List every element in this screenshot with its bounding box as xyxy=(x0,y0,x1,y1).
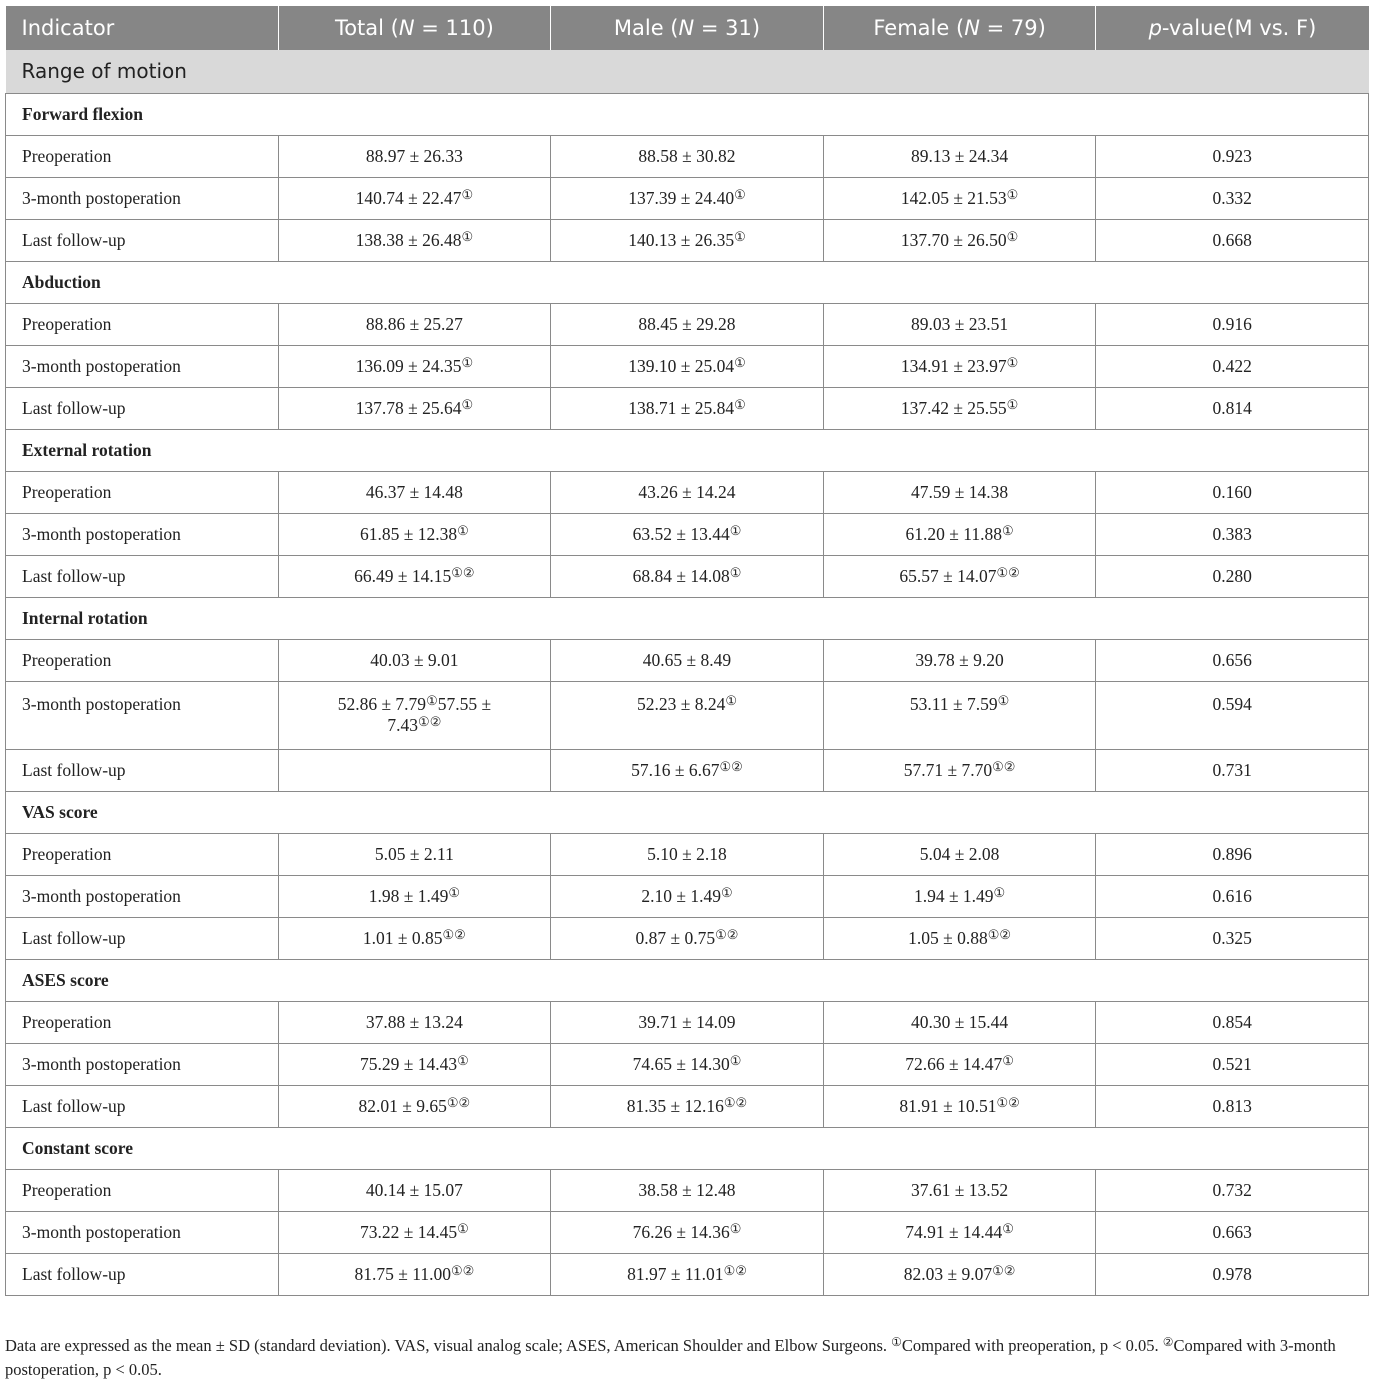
cell-male xyxy=(551,681,824,749)
group-header-row xyxy=(6,791,1369,833)
cell-p-value: 0.616 xyxy=(1096,875,1369,917)
significance-mark: ① xyxy=(729,564,742,580)
cell-value: 57.71 ± 7.70 xyxy=(903,759,993,780)
section-row xyxy=(6,50,1369,93)
row-label: 3-month postoperation xyxy=(6,1211,279,1253)
table-row xyxy=(6,135,1369,177)
cell-p-value: 0.923 xyxy=(1096,135,1369,177)
row-label: Preoperation xyxy=(6,135,279,177)
significance-mark: ① xyxy=(734,228,746,244)
cell-value: 81.91 ± 10.51 xyxy=(899,1095,997,1116)
cell-female xyxy=(823,1253,1096,1295)
row-label: Preoperation xyxy=(6,303,279,345)
cell-p-value: 0.422 xyxy=(1096,345,1369,387)
table-row xyxy=(6,513,1369,555)
cell-male xyxy=(551,345,824,387)
cell-value: 52.86 ± 7.79 xyxy=(337,693,427,714)
cell-female xyxy=(823,303,1096,345)
cell-total xyxy=(278,177,551,219)
significance-mark: ① xyxy=(461,396,474,412)
cell-male xyxy=(551,639,824,681)
table-row xyxy=(6,639,1369,681)
cell-value: 1.05 ± 0.88 xyxy=(908,927,988,948)
cell-male xyxy=(551,1085,824,1127)
group-title: ASES score xyxy=(6,959,1369,1001)
significance-mark: ① xyxy=(457,522,469,538)
row-label: Last follow-up xyxy=(6,1253,279,1295)
significance-mark: ①② xyxy=(446,1094,471,1110)
cell-female xyxy=(823,513,1096,555)
significance-mark: ① xyxy=(1002,1220,1014,1236)
cell-p-value: 0.160 xyxy=(1096,471,1369,513)
table-row xyxy=(6,471,1369,513)
significance-mark: ①② xyxy=(723,1262,747,1278)
cell-value: 63.52 ± 13.44 xyxy=(632,523,730,544)
cell-total xyxy=(278,1085,551,1127)
cell-female xyxy=(823,1001,1096,1043)
cell-value: 89.13 ± 24.34 xyxy=(911,145,1009,166)
table-row xyxy=(6,303,1369,345)
row-label: Last follow-up xyxy=(6,555,279,597)
cell-p-value: 0.383 xyxy=(1096,513,1369,555)
significance-mark: ① xyxy=(1006,186,1019,202)
row-label: Last follow-up xyxy=(6,219,279,261)
cell-p-value: 0.916 xyxy=(1096,303,1369,345)
cell-total xyxy=(278,1043,551,1085)
cell-value: 5.10 ± 2.18 xyxy=(647,843,727,864)
significance-mark: ①② xyxy=(992,758,1016,774)
cell-value: 43.26 ± 14.24 xyxy=(638,481,736,502)
significance-mark: ①② xyxy=(719,758,743,774)
significance-mark: ①② xyxy=(451,564,475,580)
cell-total xyxy=(278,681,551,749)
cell-value: 88.58 ± 30.82 xyxy=(638,145,736,166)
cell-value: 0.87 ± 0.75 xyxy=(635,927,716,948)
header-p-value: p-value(M vs. F) xyxy=(1096,6,1369,50)
significance-mark: ① xyxy=(729,522,742,538)
cell-p-value: 0.814 xyxy=(1096,387,1369,429)
significance-mark: ① xyxy=(1002,1052,1014,1068)
results-table-container xyxy=(5,6,1369,1296)
cell-value: 1.94 ± 1.49 xyxy=(913,885,994,906)
cell-total xyxy=(278,1001,551,1043)
cell-value: 1.01 ± 0.85 xyxy=(362,927,443,948)
cell-female xyxy=(823,471,1096,513)
table-row xyxy=(6,1085,1369,1127)
cell-value: 137.78 ± 25.64 xyxy=(355,397,462,418)
header-total: Total (N = 110) xyxy=(278,6,551,50)
cell-female xyxy=(823,875,1096,917)
cell-total xyxy=(278,639,551,681)
cell-total xyxy=(278,555,551,597)
cell-total xyxy=(278,345,551,387)
cell-female xyxy=(823,387,1096,429)
cell-total xyxy=(278,387,551,429)
cell-p-value: 0.896 xyxy=(1096,833,1369,875)
cell-value-overflow-line2: 7.43 xyxy=(387,714,419,735)
cell-value: 142.05 ± 21.53 xyxy=(900,187,1007,208)
row-label: 3-month postoperation xyxy=(6,177,279,219)
cell-value: 47.59 ± 14.38 xyxy=(911,481,1009,502)
cell-value: 53.11 ± 7.59 xyxy=(909,693,998,714)
row-label: Preoperation xyxy=(6,639,279,681)
significance-mark: ①② xyxy=(987,926,1012,942)
row-label: Last follow-up xyxy=(6,917,279,959)
significance-mark: ① xyxy=(1006,228,1019,244)
cell-value: 40.03 ± 9.01 xyxy=(370,649,459,670)
cell-value: 82.03 ± 9.07 xyxy=(903,1263,993,1284)
cell-male xyxy=(551,513,824,555)
cell-value: 76.26 ± 14.36 xyxy=(632,1221,730,1242)
cell-value: 138.38 ± 26.48 xyxy=(355,229,462,250)
significance-mark: ①② xyxy=(418,713,442,729)
cell-total xyxy=(278,219,551,261)
significance-mark: ① xyxy=(461,228,474,244)
cell-value: 82.01 ± 9.65 xyxy=(358,1095,447,1116)
cell-value: 81.75 ± 11.00 xyxy=(354,1263,451,1284)
cell-male xyxy=(551,387,824,429)
significance-mark: ① xyxy=(734,396,746,412)
cell-male xyxy=(551,833,824,875)
cell-total xyxy=(278,1211,551,1253)
group-title: Constant score xyxy=(6,1127,1369,1169)
header-female: Female (N = 79) xyxy=(823,6,1096,50)
significance-mark: ① xyxy=(457,1052,469,1068)
cell-value: 5.04 ± 2.08 xyxy=(919,843,1000,864)
cell-female xyxy=(823,177,1096,219)
cell-value: 40.65 ± 8.49 xyxy=(642,649,732,670)
significance-mark: ① xyxy=(461,186,474,202)
group-header-row xyxy=(6,1127,1369,1169)
results-table xyxy=(5,6,1369,1296)
cell-male xyxy=(551,1001,824,1043)
significance-mark: ① xyxy=(729,1220,742,1236)
table-row xyxy=(6,917,1369,959)
cell-male xyxy=(551,1169,824,1211)
row-label: Preoperation xyxy=(6,1169,279,1211)
cell-total xyxy=(278,471,551,513)
cell-p-value: 0.280 xyxy=(1096,555,1369,597)
cell-value: 140.74 ± 22.47 xyxy=(355,187,462,208)
significance-mark: ① xyxy=(461,354,474,370)
cell-p-value: 0.325 xyxy=(1096,917,1369,959)
significance-mark: ①② xyxy=(996,564,1020,580)
cell-total xyxy=(278,135,551,177)
significance-mark: ① xyxy=(997,692,1010,708)
cell-male xyxy=(551,875,824,917)
table-row xyxy=(6,1169,1369,1211)
cell-value: 66.49 ± 14.15 xyxy=(354,565,452,586)
cell-value: 88.45 ± 29.28 xyxy=(638,313,736,334)
cell-male xyxy=(551,1253,824,1295)
row-label: Last follow-up xyxy=(6,749,279,791)
significance-mark: ① xyxy=(1001,522,1014,538)
significance-mark: ① xyxy=(1006,396,1019,412)
cell-male xyxy=(551,177,824,219)
significance-mark: ①② xyxy=(715,926,739,942)
significance-mark: ①② xyxy=(450,1262,475,1278)
cell-p-value: 0.731 xyxy=(1096,749,1369,791)
cell-value: 72.66 ± 14.47 xyxy=(905,1053,1003,1074)
significance-mark: ① xyxy=(725,692,737,708)
cell-female xyxy=(823,555,1096,597)
cell-p-value: 0.521 xyxy=(1096,1043,1369,1085)
table-row xyxy=(6,833,1369,875)
cell-value: 74.65 ± 14.30 xyxy=(632,1053,730,1074)
header-male: Male (N = 31) xyxy=(551,6,824,50)
cell-p-value: 0.332 xyxy=(1096,177,1369,219)
table-row xyxy=(6,387,1369,429)
significance-mark: ① xyxy=(426,692,438,708)
cell-p-value: 0.978 xyxy=(1096,1253,1369,1295)
cell-value: 52.23 ± 8.24 xyxy=(636,693,726,714)
cell-female xyxy=(823,1211,1096,1253)
row-label: 3-month postoperation xyxy=(6,513,279,555)
cell-p-value: 0.668 xyxy=(1096,219,1369,261)
cell-female xyxy=(823,917,1096,959)
cell-male xyxy=(551,1211,824,1253)
significance-mark: ① xyxy=(729,1052,742,1068)
cell-value: 81.97 ± 11.01 xyxy=(627,1263,724,1284)
row-label: 3-month postoperation xyxy=(6,1043,279,1085)
table-row xyxy=(6,681,1369,749)
row-label: Preoperation xyxy=(6,471,279,513)
cell-value: 139.10 ± 25.04 xyxy=(628,355,735,376)
cell-value: 138.71 ± 25.84 xyxy=(628,397,735,418)
cell-total xyxy=(278,1169,551,1211)
table-row xyxy=(6,1211,1369,1253)
cell-female xyxy=(823,1043,1096,1085)
cell-value: 88.86 ± 25.27 xyxy=(365,313,463,334)
cell-female xyxy=(823,345,1096,387)
significance-mark: ①② xyxy=(442,926,466,942)
cell-value: 68.84 ± 14.08 xyxy=(632,565,730,586)
cell-value-overflow: 57.55 ± xyxy=(437,693,492,714)
cell-female xyxy=(823,639,1096,681)
table-row xyxy=(6,1043,1369,1085)
row-label: Preoperation xyxy=(6,1001,279,1043)
table-row xyxy=(6,1253,1369,1295)
group-title: Abduction xyxy=(6,261,1369,303)
cell-total xyxy=(278,1253,551,1295)
cell-female xyxy=(823,1169,1096,1211)
cell-male xyxy=(551,471,824,513)
cell-male xyxy=(551,1043,824,1085)
cell-value: 1.98 ± 1.49 xyxy=(368,885,449,906)
cell-p-value: 0.732 xyxy=(1096,1169,1369,1211)
cell-female xyxy=(823,681,1096,749)
cell-value: 137.39 ± 24.40 xyxy=(628,187,735,208)
cell-p-value: 0.663 xyxy=(1096,1211,1369,1253)
table-row xyxy=(6,1001,1369,1043)
cell-female xyxy=(823,749,1096,791)
cell-value: 89.03 ± 23.51 xyxy=(911,313,1009,334)
significance-mark: ① xyxy=(993,884,1006,900)
group-title: Internal rotation xyxy=(6,597,1369,639)
table-row xyxy=(6,749,1369,791)
cell-p-value: 0.656 xyxy=(1096,639,1369,681)
cell-male xyxy=(551,749,824,791)
cell-value: 37.61 ± 13.52 xyxy=(911,1179,1009,1200)
group-header-row xyxy=(6,597,1369,639)
cell-total xyxy=(278,875,551,917)
cell-female xyxy=(823,833,1096,875)
table-row xyxy=(6,875,1369,917)
cell-value: 81.35 ± 12.16 xyxy=(626,1095,724,1116)
cell-value: 65.57 ± 14.07 xyxy=(899,565,997,586)
group-title: External rotation xyxy=(6,429,1369,471)
section-title: Range of motion xyxy=(6,50,1369,93)
significance-mark: ① xyxy=(720,884,733,900)
cell-value: 134.91 ± 23.97 xyxy=(900,355,1007,376)
cell-value: 140.13 ± 26.35 xyxy=(628,229,735,250)
cell-value: 40.14 ± 15.07 xyxy=(365,1179,463,1200)
group-title: VAS score xyxy=(6,791,1369,833)
cell-female xyxy=(823,1085,1096,1127)
cell-male xyxy=(551,135,824,177)
cell-value: 137.42 ± 25.55 xyxy=(900,397,1007,418)
significance-mark: ①② xyxy=(992,1262,1016,1278)
row-label: Last follow-up xyxy=(6,1085,279,1127)
significance-mark: ① xyxy=(734,354,746,370)
significance-mark: ① xyxy=(448,884,461,900)
significance-mark: ① xyxy=(734,186,746,202)
group-header-row xyxy=(6,93,1369,135)
table-row xyxy=(6,555,1369,597)
cell-value: 73.22 ± 14.45 xyxy=(360,1221,458,1242)
cell-value: 75.29 ± 14.43 xyxy=(360,1053,458,1074)
cell-value: 39.71 ± 14.09 xyxy=(638,1011,736,1032)
group-header-row xyxy=(6,429,1369,471)
cell-total xyxy=(278,833,551,875)
significance-mark: ①② xyxy=(996,1094,1020,1110)
group-header-row xyxy=(6,959,1369,1001)
cell-value: 136.09 ± 24.35 xyxy=(355,355,462,376)
cell-value: 74.91 ± 14.44 xyxy=(905,1221,1003,1242)
row-label: 3-month postoperation xyxy=(6,345,279,387)
cell-p-value: 0.813 xyxy=(1096,1085,1369,1127)
significance-mark: ① xyxy=(1006,354,1019,370)
cell-p-value: 0.854 xyxy=(1096,1001,1369,1043)
cell-value: 57.16 ± 6.67 xyxy=(631,759,720,780)
row-label: 3-month postoperation xyxy=(6,681,279,749)
row-label: 3-month postoperation xyxy=(6,875,279,917)
cell-male xyxy=(551,917,824,959)
header-indicator: Indicator xyxy=(6,6,279,50)
cell-total xyxy=(278,749,551,791)
row-label: Last follow-up xyxy=(6,387,279,429)
cell-value: 2.10 ± 1.49 xyxy=(641,885,721,906)
cell-value: 46.37 ± 14.48 xyxy=(365,481,463,502)
cell-total xyxy=(278,917,551,959)
table-row xyxy=(6,345,1369,387)
cell-p-value: 0.594 xyxy=(1096,681,1369,749)
cell-value: 61.20 ± 11.88 xyxy=(905,523,1002,544)
group-title: Forward flexion xyxy=(6,93,1369,135)
cell-male xyxy=(551,303,824,345)
row-label: Preoperation xyxy=(6,833,279,875)
cell-total xyxy=(278,513,551,555)
cell-value: 37.88 ± 13.24 xyxy=(365,1011,463,1032)
table-row xyxy=(6,219,1369,261)
cell-value: 5.05 ± 2.11 xyxy=(374,843,454,864)
table-footnote: Data are expressed as the mean ± SD (standard deviation). VAS, visual analog scale; ASES, American Shoulder and Elbow Surgeons. ①Compared with preoperation, p < 0.05. ②Compared with 3-month postoperation, p < 0.05. xyxy=(5,1335,1336,1379)
cell-male xyxy=(551,555,824,597)
cell-value: 88.97 ± 26.33 xyxy=(365,145,463,166)
significance-mark: ①② xyxy=(723,1094,748,1110)
cell-value: 39.78 ± 9.20 xyxy=(915,649,1004,670)
header-row xyxy=(6,6,1369,50)
cell-value: 40.30 ± 15.44 xyxy=(911,1011,1009,1032)
cell-female xyxy=(823,135,1096,177)
cell-total xyxy=(278,303,551,345)
significance-mark: ① xyxy=(457,1220,469,1236)
cell-value: 61.85 ± 12.38 xyxy=(360,523,458,544)
cell-female xyxy=(823,219,1096,261)
cell-male xyxy=(551,219,824,261)
cell-value: 137.70 ± 26.50 xyxy=(900,229,1007,250)
group-header-row xyxy=(6,261,1369,303)
table-row xyxy=(6,177,1369,219)
cell-value: 38.58 ± 12.48 xyxy=(638,1179,736,1200)
